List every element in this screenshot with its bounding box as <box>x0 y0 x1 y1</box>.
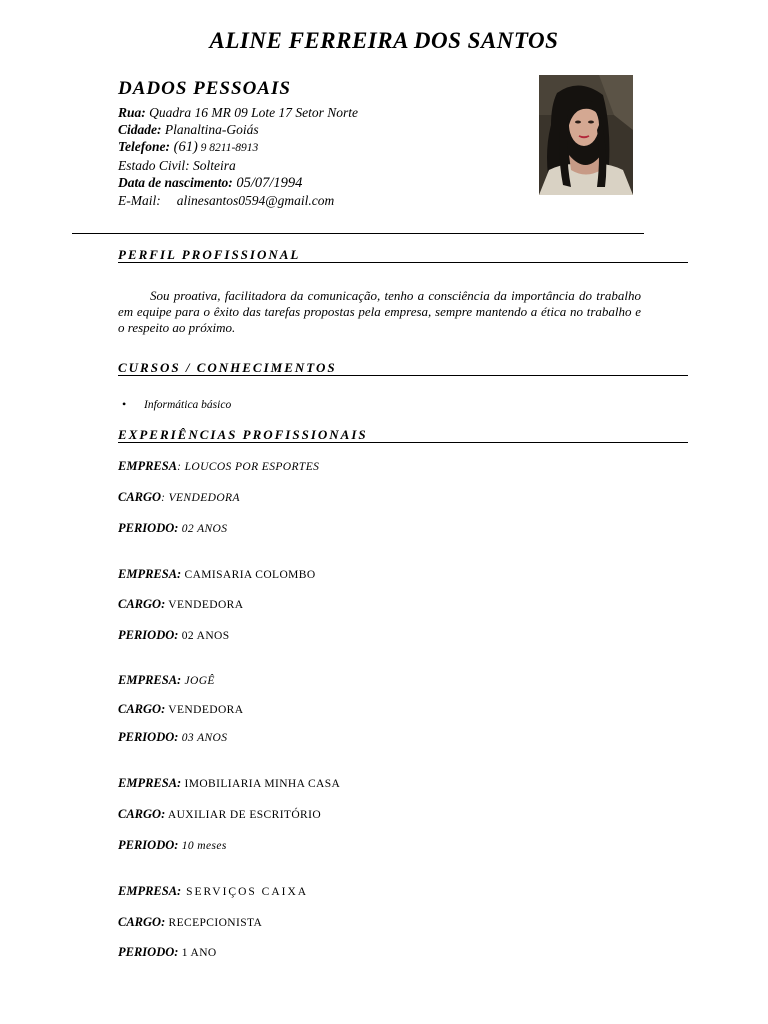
personal-data-section <box>118 78 518 209</box>
birth-date-line <box>118 174 518 192</box>
address-label: Rua: <box>118 105 146 120</box>
separator-line <box>72 233 644 234</box>
job-4-role: CARGO: AUXILIAR DE ESCRITÓRIO <box>118 807 322 821</box>
job-2-role: CARGO: VENDEDORA <box>118 597 244 611</box>
phone-label: Telefone: <box>118 139 170 154</box>
phone-area-code: (61 <box>169 139 193 155</box>
address-line <box>118 104 518 121</box>
birth-date-value: 05/07/1994 <box>232 175 303 191</box>
city-line <box>118 121 518 138</box>
job-1-role: CARGO: VENDEDORA <box>118 490 240 504</box>
course-item <box>122 397 231 412</box>
job-3-company: EMPRESA: JOGÊ <box>118 673 215 687</box>
profile-text: Sou proativa, facilitadora da comunicação, tenho a consciência da importância do trabalho em equipe para o êxito das tarefas propostas pela empresa, sempre mantendo a ética no trabalho e o respeito ao próximo. <box>118 288 641 335</box>
email-label: E-Mail: <box>118 193 161 208</box>
city-value: Planaltina-Goiás <box>161 122 259 137</box>
job-3-role: CARGO: VENDEDORA <box>118 702 244 716</box>
job-5-company: EMPRESA: SERVIÇOS CAIXA <box>118 884 309 898</box>
job-4-company: EMPRESA: IMOBILIARIA MINHA CASA <box>118 776 341 790</box>
profile-photo <box>539 75 633 195</box>
job-2-period: PERIODO: 02 ANOS <box>118 628 230 642</box>
courses-section-title: CURSOS / CONHECIMENTOS <box>118 360 688 376</box>
experience-section-title: EXPERIÊNCIAS PROFISSIONAIS <box>118 427 688 443</box>
phone-line <box>118 138 518 157</box>
course-item-text: Informática básico <box>144 399 232 411</box>
city-label: Cidade: <box>118 122 162 137</box>
job-2-company: EMPRESA: CAMISARIA COLOMBO <box>118 567 316 581</box>
job-1-company: EMPRESA: LOUCOS POR ESPORTES <box>118 459 320 473</box>
email-line <box>118 192 518 209</box>
bullet-icon: • <box>122 397 127 411</box>
profile-photo-image <box>539 75 633 195</box>
birth-date-label: Data de nascimento: <box>118 175 233 190</box>
address-value: Quadra 16 MR 09 Lote 17 Setor Norte <box>145 105 359 120</box>
profile-section-title: PERFIL PROFISSIONAL <box>118 247 688 263</box>
job-4-period: PERIODO: 10 meses <box>118 838 227 852</box>
phone-number: 9 8211-8913 <box>197 142 259 154</box>
email-value: alinesantos0594@gmail.com <box>176 193 335 208</box>
job-5-period: PERIODO: 1 ANO <box>118 945 217 959</box>
personal-data-title: DADOS PESSOAIS <box>118 78 291 99</box>
phone-area-close: ) <box>192 139 198 155</box>
job-1-period: PERIODO: 02 ANOS <box>118 521 228 535</box>
job-3-period: PERIODO: 03 ANOS <box>118 730 228 744</box>
candidate-name: ALINE FERREIRA DOS SANTOS <box>209 28 559 53</box>
marital-status-line: Estado Civil: Solteira <box>118 158 236 173</box>
job-5-role: CARGO: RECEPCIONISTA <box>118 915 263 929</box>
